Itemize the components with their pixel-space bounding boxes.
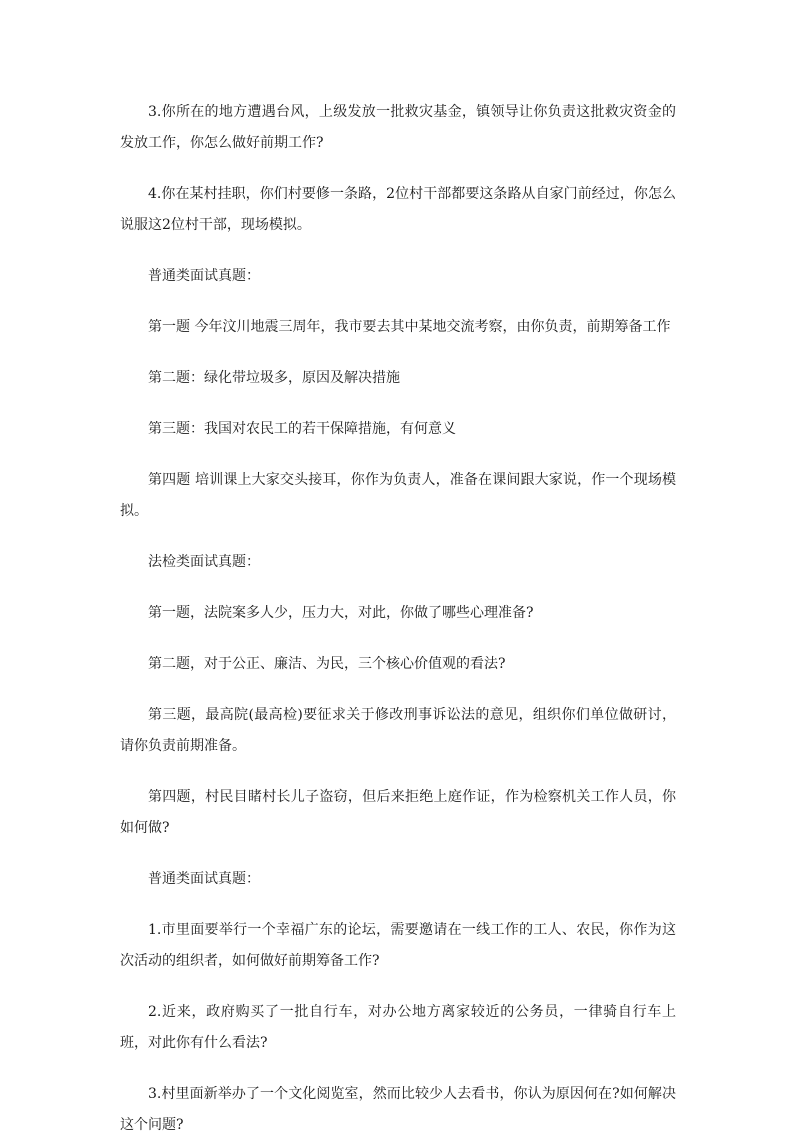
question-paragraph: 1.市里面要举行一个幸福广东的论坛，需要邀请在一线工作的工人、农民，你作为这次活动的组织者，如何做好前期筹备工作? xyxy=(120,922,676,969)
section-heading: 法检类面试真题： xyxy=(148,554,260,570)
question-paragraph: 第三题：我国对农民工的若干保障措施，有何意义 xyxy=(148,421,456,437)
question-paragraph: 第二题，对于公正、廉洁、为民，三个核心价值观的看法? xyxy=(148,656,506,672)
question-paragraph: 3.村里面新举办了一个文化阅览室，然而比较少人去看书，你认为原因何在?如何解决这个问题? xyxy=(120,1086,676,1133)
question-paragraph: 第一题 今年汶川地震三周年，我市要去其中某地交流考察，由你负责，前期筹备工作 xyxy=(148,319,671,335)
question-paragraph: 第四题 培训课上大家交头接耳，你作为负责人，准备在课间跟大家说，作一个现场模拟。 xyxy=(120,472,676,519)
question-paragraph: 3.你所在的地方遭遇台风，上级发放一批救灾基金，镇领导让你负责这批救灾资金的发放工作，你怎么做好前期工作? xyxy=(120,104,676,151)
question-paragraph: 第一题，法院案多人少，压力大，对此，你做了哪些心理准备? xyxy=(148,605,534,621)
question-paragraph: 4.你在某村挂职，你们村要修一条路，2位村干部都要这条路从自家门前经过，你怎么说服这2位村干部，现场模拟。 xyxy=(120,186,676,233)
section-heading: 普通类面试真题： xyxy=(148,871,260,887)
question-paragraph: 第四题，村民目睹村长儿子盗窃，但后来拒绝上庭作证，作为检察机关工作人员，你如何做? xyxy=(120,789,676,836)
section-heading: 普通类面试真题： xyxy=(148,268,260,284)
document-body xyxy=(120,97,676,1141)
question-paragraph: 第二题：绿化带垃圾多，原因及解决措施 xyxy=(148,370,400,386)
question-paragraph: 2.近来，政府购买了一批自行车，对办公地方离家较近的公务员，一律骑自行车上班，对此你有什么看法? xyxy=(120,1004,676,1051)
question-paragraph: 第三题，最高院(最高检)要征求关于修改刑事诉讼法的意见，组织你们单位做研讨，请你负责前期准备。 xyxy=(120,707,676,754)
